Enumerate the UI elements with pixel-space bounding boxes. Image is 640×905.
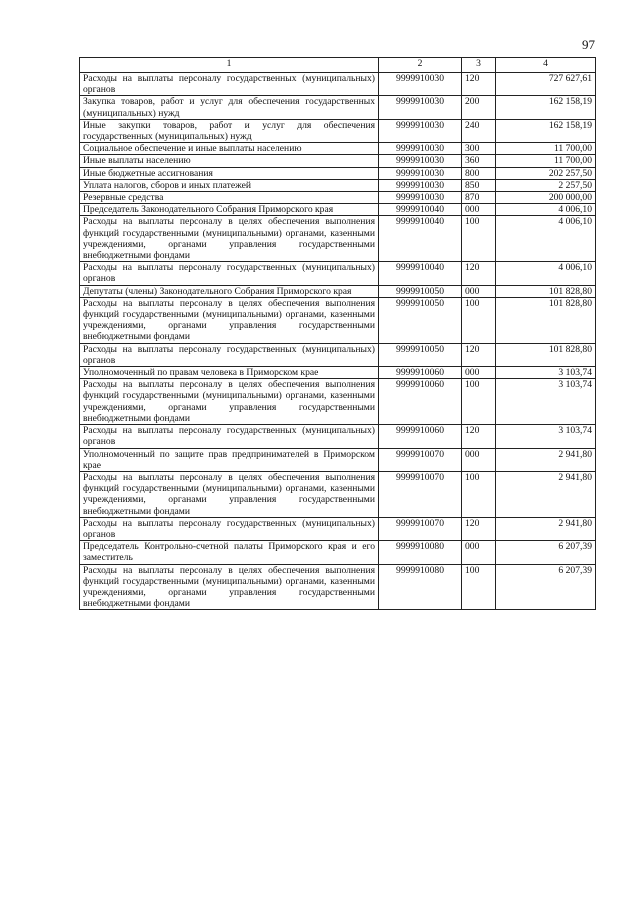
expense-name-cell: Расходы на выплаты персоналу государственных (муниципальных) органов: [80, 73, 379, 96]
expense-type-cell: 000: [462, 448, 496, 471]
expense-name-cell: Расходы на выплаты персоналу государственных (муниципальных) органов: [80, 425, 379, 448]
amount-cell: 101 828,80: [496, 343, 596, 366]
target-code-cell: 9999910030: [379, 192, 462, 204]
amount-cell: 4 006,10: [496, 204, 596, 216]
amount-cell: 6 207,39: [496, 564, 596, 610]
expense-name-cell: Расходы на выплаты персоналу в целях обеспечения выполнения функций государственными (муниципальными) органами, казенными учреждениями, органами управления государственными внебюджетными фондами: [80, 564, 379, 610]
amount-cell: 11 700,00: [496, 143, 596, 155]
table-row: [80, 73, 596, 96]
expense-type-cell: 800: [462, 167, 496, 179]
amount-cell: 2 941,80: [496, 471, 596, 517]
expense-name-cell: Уполномоченный по правам человека в Приморском крае: [80, 367, 379, 379]
amount-cell: 202 257,50: [496, 167, 596, 179]
target-code-cell: 9999910050: [379, 285, 462, 297]
expense-type-cell: 000: [462, 285, 496, 297]
table-row: [80, 367, 596, 379]
amount-cell: 162 158,19: [496, 119, 596, 142]
expense-type-cell: 100: [462, 216, 496, 262]
target-code-cell: 9999910030: [379, 96, 462, 119]
expense-name-cell: Расходы на выплаты персоналу государственных (муниципальных) органов: [80, 517, 379, 540]
table-row: [80, 425, 596, 448]
column-header-code: 2: [379, 58, 462, 73]
expense-type-cell: 000: [462, 367, 496, 379]
target-code-cell: 9999910070: [379, 471, 462, 517]
table-row: [80, 119, 596, 142]
target-code-cell: 9999910060: [379, 425, 462, 448]
table-row: [80, 379, 596, 425]
target-code-cell: 9999910070: [379, 448, 462, 471]
table-row: [80, 216, 596, 262]
column-header-sum: 4: [496, 58, 596, 73]
table-row: [80, 192, 596, 204]
expense-type-cell: 120: [462, 343, 496, 366]
expense-type-cell: 120: [462, 73, 496, 96]
amount-cell: 200 000,00: [496, 192, 596, 204]
target-code-cell: 9999910030: [379, 155, 462, 167]
target-code-cell: 9999910030: [379, 73, 462, 96]
expense-name-cell: Расходы на выплаты персоналу государственных (муниципальных) органов: [80, 262, 379, 285]
amount-cell: 3 103,74: [496, 367, 596, 379]
expense-name-cell: Иные закупки товаров, работ и услуг для обеспечения государственных (муниципальных) нужд: [80, 119, 379, 142]
column-header-type: 3: [462, 58, 496, 73]
amount-cell: 11 700,00: [496, 155, 596, 167]
table-row: [80, 564, 596, 610]
page-number: 97: [582, 37, 595, 52]
table-header-row: [80, 58, 596, 73]
target-code-cell: 9999910030: [379, 179, 462, 191]
amount-cell: 101 828,80: [496, 297, 596, 343]
expense-type-cell: 120: [462, 517, 496, 540]
table-row: [80, 96, 596, 119]
amount-cell: 2 941,80: [496, 448, 596, 471]
target-code-cell: 9999910080: [379, 541, 462, 564]
expense-name-cell: Резервные средства: [80, 192, 379, 204]
target-code-cell: 9999910030: [379, 143, 462, 155]
table-row: [80, 143, 596, 155]
expense-type-cell: 300: [462, 143, 496, 155]
expense-type-cell: 100: [462, 379, 496, 425]
expense-name-cell: Председатель Законодательного Собрания Приморского края: [80, 204, 379, 216]
amount-cell: 162 158,19: [496, 96, 596, 119]
expense-type-cell: 100: [462, 471, 496, 517]
table-row: [80, 448, 596, 471]
expense-type-cell: 000: [462, 204, 496, 216]
expense-name-cell: Расходы на выплаты персоналу в целях обеспечения выполнения функций государственными (муниципальными) органами, казенными учреждениями, органами управления государственными внебюджетными фондами: [80, 471, 379, 517]
expense-name-cell: Расходы на выплаты персоналу государственных (муниципальных) органов: [80, 343, 379, 366]
target-code-cell: 9999910050: [379, 343, 462, 366]
table-row: [80, 262, 596, 285]
expense-type-cell: 360: [462, 155, 496, 167]
target-code-cell: 9999910050: [379, 297, 462, 343]
expense-name-cell: Закупка товаров, работ и услуг для обеспечения государственных (муниципальных) нужд: [80, 96, 379, 119]
amount-cell: 4 006,10: [496, 262, 596, 285]
table-row: [80, 541, 596, 564]
target-code-cell: 9999910030: [379, 119, 462, 142]
target-code-cell: 9999910070: [379, 517, 462, 540]
target-code-cell: 9999910040: [379, 216, 462, 262]
table-row: [80, 297, 596, 343]
amount-cell: 101 828,80: [496, 285, 596, 297]
table-row: [80, 155, 596, 167]
amount-cell: 4 006,10: [496, 216, 596, 262]
amount-cell: 6 207,39: [496, 541, 596, 564]
expense-name-cell: Социальное обеспечение и иные выплаты населению: [80, 143, 379, 155]
target-code-cell: 9999910030: [379, 167, 462, 179]
expense-name-cell: Председатель Контрольно-счетной палаты Приморского края и его заместитель: [80, 541, 379, 564]
target-code-cell: 9999910040: [379, 204, 462, 216]
table-row: [80, 167, 596, 179]
expense-name-cell: Расходы на выплаты персоналу в целях обеспечения выполнения функций государственными (муниципальными) органами, казенными учреждениями, органами управления государственными внебюджетными фондами: [80, 379, 379, 425]
expense-type-cell: 120: [462, 425, 496, 448]
expense-type-cell: 870: [462, 192, 496, 204]
expense-type-cell: 120: [462, 262, 496, 285]
expense-type-cell: 000: [462, 541, 496, 564]
expense-name-cell: Расходы на выплаты персоналу в целях обеспечения выполнения функций государственными (муниципальными) органами, казенными учреждениями, органами управления государственными внебюджетными фондами: [80, 216, 379, 262]
table-row: [80, 517, 596, 540]
table-row: [80, 179, 596, 191]
budget-table: [79, 57, 596, 610]
expense-type-cell: 200: [462, 96, 496, 119]
expense-name-cell: Депутаты (члены) Законодательного Собрания Приморского края: [80, 285, 379, 297]
expense-name-cell: Уплата налогов, сборов и иных платежей: [80, 179, 379, 191]
target-code-cell: 9999910080: [379, 564, 462, 610]
expense-type-cell: 100: [462, 564, 496, 610]
expense-type-cell: 100: [462, 297, 496, 343]
expense-type-cell: 240: [462, 119, 496, 142]
target-code-cell: 9999910060: [379, 379, 462, 425]
table-row: [80, 471, 596, 517]
expense-name-cell: Иные бюджетные ассигнования: [80, 167, 379, 179]
amount-cell: 2 941,80: [496, 517, 596, 540]
target-code-cell: 9999910040: [379, 262, 462, 285]
table-row: [80, 285, 596, 297]
expense-name-cell: Иные выплаты населению: [80, 155, 379, 167]
amount-cell: 3 103,74: [496, 425, 596, 448]
amount-cell: 3 103,74: [496, 379, 596, 425]
table-row: [80, 204, 596, 216]
expense-name-cell: Расходы на выплаты персоналу в целях обеспечения выполнения функций государственными (муниципальными) органами, казенными учреждениями, органами управления государственными внебюджетными фондами: [80, 297, 379, 343]
amount-cell: 727 627,61: [496, 73, 596, 96]
expense-type-cell: 850: [462, 179, 496, 191]
column-header-name: 1: [80, 58, 379, 73]
table-row: [80, 343, 596, 366]
amount-cell: 2 257,50: [496, 179, 596, 191]
target-code-cell: 9999910060: [379, 367, 462, 379]
expense-name-cell: Уполномоченный по защите прав предпринимателей в Приморском крае: [80, 448, 379, 471]
